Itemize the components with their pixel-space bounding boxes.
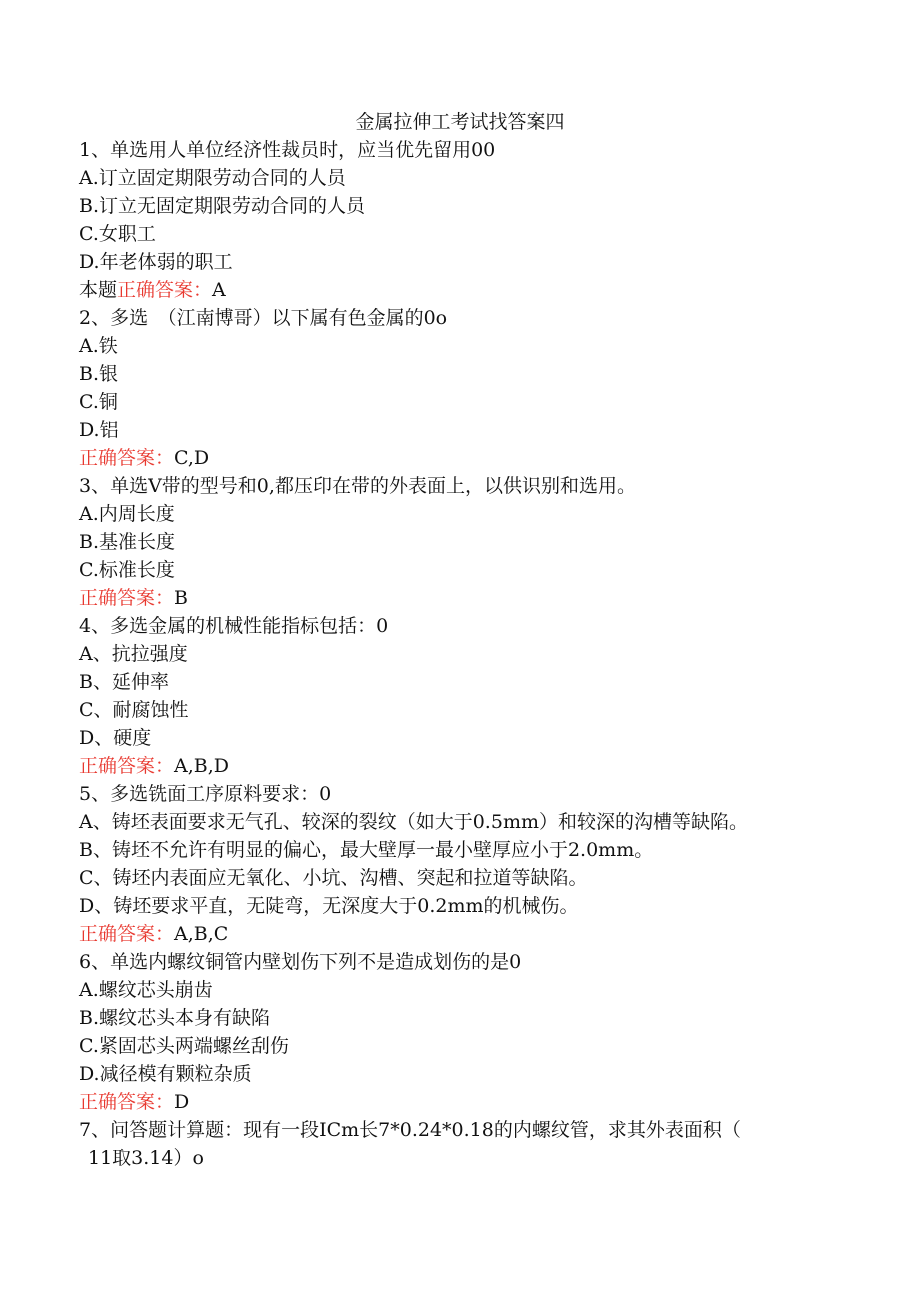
- question-1-stem: 1、单选用人单位经济性裁员时，应当优先留用00: [79, 139, 496, 161]
- question-2-option-c: C.铜: [79, 391, 118, 413]
- question-3-answer: [79, 584, 839, 612]
- question-5-option-b: B、铸坯不允许有明显的偏心，最大壁厚一最小壁厚应小于2.0mm。: [79, 839, 654, 861]
- question-6-option-a: A.螺纹芯头崩齿: [79, 979, 213, 1001]
- question-4-option-a: A、抗拉强度: [79, 643, 188, 665]
- question-6-option-b: B.螺纹芯头本身有缺陷: [79, 1007, 271, 1029]
- question-4-option-b: B、延伸率: [79, 671, 169, 693]
- answer-value: C,D: [174, 447, 210, 469]
- answer-value: A: [212, 279, 226, 301]
- answer-prefix: 本题: [79, 279, 118, 301]
- answer-value: A,B,C: [174, 923, 229, 945]
- answer-label: 正确答案：: [79, 587, 175, 609]
- page-title: 金属拉伸工考试找答案四: [355, 111, 565, 133]
- answer-value: A,B,D: [174, 755, 230, 777]
- question-2-stem: 2、多选 （江南博哥）以下属有色金属的0o: [79, 307, 448, 329]
- question-4-answer: [79, 752, 839, 780]
- question-5-answer: [79, 920, 839, 948]
- question-7-stem: 7、问答题计算题：现有一段ICm长7*0.24*0.18的内螺纹管，求其外表面积（: [79, 1119, 741, 1141]
- question-5-stem: 5、多选铣面工序原料要求：0: [79, 783, 332, 805]
- question-5-option-d: D、铸坯要求平直，无陡弯，无深度大于0.2mm的机械伤。: [79, 895, 579, 917]
- question-6-answer: [79, 1088, 839, 1116]
- question-2-option-d: D.铝: [79, 419, 119, 441]
- question-4-stem: 4、多选金属的机械性能指标包括：0: [79, 615, 389, 637]
- question-5-option-c: C、铸坯内表面应无氧化、小坑、沟槽、突起和拉道等缺陷。: [79, 867, 588, 889]
- answer-label: 正确答案：: [79, 1091, 175, 1113]
- question-2-option-a: A.铁: [79, 335, 118, 357]
- question-2-option-b: B.银: [79, 363, 119, 385]
- question-3-stem: 3、单选V带的型号和0,都压印在带的外表面上，以供识别和选用。: [79, 475, 636, 497]
- question-6-option-d: D.减径模有颗粒杂质: [79, 1063, 252, 1085]
- question-1-option-c: C.女职工: [79, 223, 156, 245]
- question-1-option-b: B.订立无固定期限劳动合同的人员: [79, 195, 366, 217]
- question-3-option-a: A.内周长度: [79, 503, 175, 525]
- question-4-option-d: D、硬度: [79, 727, 152, 749]
- question-1-option-a: A.订立固定期限劳动合同的人员: [79, 167, 346, 189]
- answer-label: 正确答案：: [79, 447, 175, 469]
- question-1-answer: [79, 276, 839, 304]
- question-4-option-c: C、耐腐蚀性: [79, 699, 189, 721]
- question-5-option-a: A、铸坯表面要求无气孔、较深的裂纹（如大于0.5mm）和较深的沟槽等缺陷。: [79, 811, 748, 833]
- question-3-option-b: B.基准长度: [79, 531, 176, 553]
- question-7-stem-continued: 11取3.14）o: [88, 1147, 204, 1169]
- question-1-option-d: D.年老体弱的职工: [79, 251, 233, 273]
- answer-label: 正确答案：: [79, 923, 175, 945]
- answer-label: 正确答案：: [79, 755, 175, 777]
- question-6-stem: 6、单选内螺纹铜管内壁划伤下列不是造成划伤的是0: [79, 951, 522, 973]
- answer-value: D: [174, 1091, 190, 1113]
- answer-value: B: [174, 587, 188, 609]
- question-6-option-c: C.紧固芯头两端螺丝刮伤: [79, 1035, 289, 1057]
- question-2-answer: [79, 444, 839, 472]
- question-3-option-c: C.标准长度: [79, 559, 175, 581]
- answer-label: 正确答案：: [117, 279, 213, 301]
